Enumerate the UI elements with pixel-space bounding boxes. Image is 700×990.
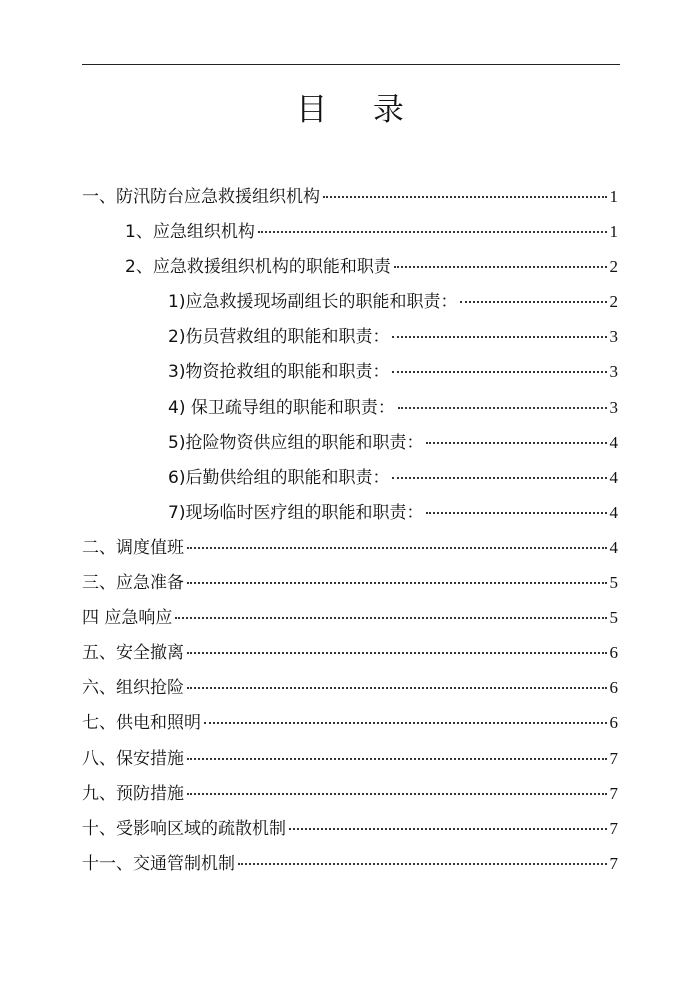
toc-entry-title: 3)物资抢救组的职能和职责： (168, 362, 390, 383)
toc-entry[interactable] (82, 249, 618, 284)
dot-leader (460, 301, 606, 303)
toc-entry-title: 八、保安措施 (82, 748, 184, 769)
toc-entry-title: 1、应急组织机构 (125, 222, 255, 243)
toc-entry-title: 4) 保卫疏导组的职能和职责： (168, 397, 395, 418)
dot-leader (289, 828, 607, 830)
dot-leader (238, 863, 607, 865)
toc-entry-title: 7)现场临时医疗组的职能和职责： (168, 502, 424, 523)
toc-entry[interactable] (82, 319, 618, 354)
toc-page-number: 4 (609, 467, 618, 487)
toc-entry[interactable] (82, 390, 618, 425)
toc-entry-title: 三、应急准备 (82, 573, 184, 594)
toc-page-number: 4 (609, 537, 618, 557)
dot-leader (187, 793, 607, 795)
toc-entry[interactable] (82, 460, 618, 495)
header-rule (82, 64, 620, 65)
dot-leader (187, 582, 607, 584)
toc-page-number: 1 (609, 222, 618, 242)
toc-entry[interactable] (82, 179, 618, 214)
toc-entry[interactable] (82, 425, 618, 460)
toc-entry[interactable] (82, 741, 618, 776)
toc-page-number: 6 (609, 643, 618, 663)
toc-entry[interactable] (82, 635, 618, 670)
toc-entry[interactable] (82, 495, 618, 530)
toc-page-number: 7 (609, 853, 618, 873)
dot-leader (392, 371, 606, 373)
table-of-contents (82, 179, 618, 881)
toc-entry[interactable] (82, 811, 618, 846)
toc-entry-title: 2、应急救援组织机构的职能和职责 (125, 257, 391, 278)
page-title: 目 录 (296, 92, 422, 128)
toc-entry-title: 5)抢险物资供应组的职能和职责： (168, 432, 424, 453)
toc-entry-title: 七、供电和照明 (82, 713, 201, 734)
dot-leader (394, 266, 607, 268)
toc-entry[interactable] (82, 846, 618, 881)
toc-entry-title: 十一、交通管制机制 (82, 853, 235, 874)
toc-entry-title: 九、预防措施 (82, 783, 184, 804)
toc-entry[interactable] (82, 284, 618, 319)
toc-entry[interactable] (82, 776, 618, 811)
toc-entry[interactable] (82, 565, 618, 600)
toc-entry-title: 四 应急响应 (82, 608, 173, 629)
toc-entry[interactable] (82, 600, 618, 635)
toc-page-number: 6 (609, 678, 618, 698)
toc-entry[interactable] (82, 670, 618, 705)
toc-entry[interactable] (82, 530, 618, 565)
toc-entry-title: 十、受影响区域的疏散机制 (82, 818, 286, 839)
toc-page-number: 4 (609, 502, 618, 522)
toc-entry[interactable] (82, 705, 618, 740)
toc-page-number: 3 (609, 327, 618, 347)
dot-leader (426, 442, 606, 444)
toc-page-number: 6 (609, 713, 618, 733)
toc-entry[interactable] (82, 354, 618, 389)
dot-leader (187, 758, 607, 760)
dot-leader (175, 617, 606, 619)
toc-page-number: 4 (609, 432, 618, 452)
dot-leader (187, 547, 607, 549)
toc-entry[interactable] (82, 214, 618, 249)
toc-page-number: 3 (609, 397, 618, 417)
toc-page-number: 7 (609, 783, 618, 803)
toc-entry-title: 六、组织抢险 (82, 678, 184, 699)
toc-entry-title: 一、防汛防台应急救援组织机构 (82, 187, 320, 207)
toc-page-number: 2 (609, 257, 618, 277)
toc-page-number: 5 (609, 573, 618, 593)
dot-leader (258, 231, 607, 233)
toc-page-number: 7 (609, 748, 618, 768)
toc-entry-title: 二、调度值班 (82, 537, 184, 558)
dot-leader (398, 407, 607, 409)
dot-leader (204, 722, 607, 724)
toc-entry-title: 五、安全撤离 (82, 643, 184, 664)
dot-leader (426, 512, 606, 514)
toc-page-number: 5 (609, 608, 618, 628)
toc-page-number: 1 (609, 187, 618, 206)
toc-page-number: 7 (609, 818, 618, 838)
toc-page-number: 3 (609, 362, 618, 382)
dot-leader (187, 652, 607, 654)
dot-leader (323, 196, 607, 198)
dot-leader (392, 336, 606, 338)
toc-page-number: 2 (609, 292, 618, 312)
toc-entry-title: 6)后勤供给组的职能和职责： (168, 467, 390, 488)
toc-entry-title: 1)应急救援现场副组长的职能和职责： (168, 292, 458, 313)
dot-leader (187, 687, 607, 689)
dot-leader (392, 477, 606, 479)
toc-entry-title: 2)伤员营救组的职能和职责： (168, 327, 390, 348)
